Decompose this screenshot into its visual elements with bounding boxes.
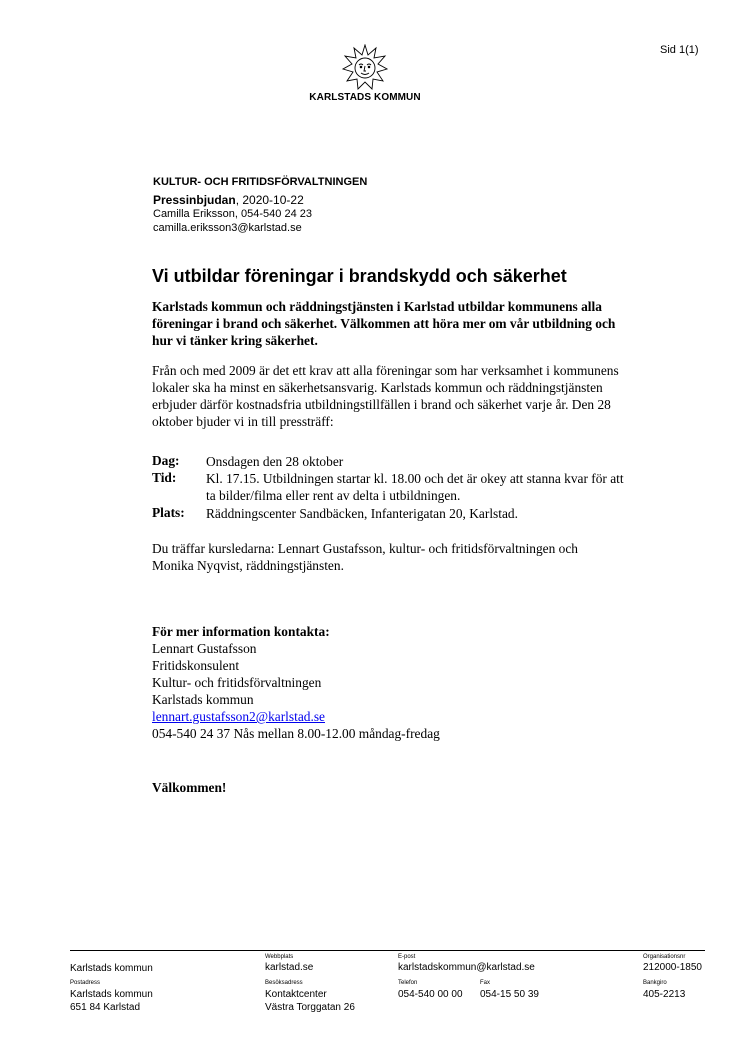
info-phone: 054-540 24 37 Nås mellan 8.00-12.00 måndag-fredag xyxy=(152,726,440,741)
page-number: Sid 1(1) xyxy=(660,44,699,56)
headline: Vi utbildar föreningar i brandskydd och säkerhet xyxy=(152,266,567,286)
sender-contact: Camilla Eriksson, 054-540 24 23 xyxy=(153,208,312,220)
schedule-value-place: Räddningscenter Sandbäcken, Infanterigatan 20, Karlstad. xyxy=(206,506,518,521)
footer-name: Karlstads kommun xyxy=(70,963,153,974)
schedule-label-day: Dag: xyxy=(152,453,180,468)
schedule-value-day: Onsdagen den 28 oktober xyxy=(206,454,344,469)
doc-date: , 2020-10-22 xyxy=(235,193,304,207)
footer-orgnr-label: Organisationsnr xyxy=(643,954,686,960)
footer-phone-label: Telefon xyxy=(398,980,418,986)
footer-fax-label: Fax xyxy=(480,980,491,986)
footer-web: karlstad.se xyxy=(265,962,314,973)
lead-paragraph: Karlstads kommun och räddningstjänsten i Karlstad utbildar kommunens alla föreningar i brand och säkerhet. Välkommen att höra mer om vår utbildning och hur vi tänker kring säkerhet. xyxy=(152,299,616,348)
schedule-label-place: Plats: xyxy=(152,505,185,520)
org-name: KARLSTADS KOMMUN xyxy=(309,92,421,103)
info-email-link[interactable]: lennart.gustafsson2@karlstad.se xyxy=(152,709,325,724)
footer-post-label: Postadress xyxy=(70,980,101,986)
footer-bankgiro-label: Bankgiro xyxy=(643,980,667,986)
footer-fax: 054-15 50 39 xyxy=(480,989,539,1000)
footer-bankgiro: 405-2213 xyxy=(643,989,686,1000)
schedule-label-time: Tid: xyxy=(152,470,177,485)
footer-visit-line1: Kontaktcenter xyxy=(265,989,327,1000)
schedule-value-time: Kl. 17.15. Utbildningen startar kl. 18.00 och det är okey att stanna kvar för att ta bilder/filma eller rent av delta i utbildningen. xyxy=(206,471,624,503)
body-paragraph-2: Du träffar kursledarna: Lennart Gustafsson, kultur- och fritidsförvaltningen och Monika Nyqvist, räddningstjänsten. xyxy=(152,541,578,573)
info-name: Lennart Gustafsson xyxy=(152,641,257,656)
footer-orgnr: 212000-1850 xyxy=(643,962,702,973)
footer-post-line2: 651 84 Karlstad xyxy=(70,1002,141,1013)
doc-type: Pressinbjudan xyxy=(153,193,236,207)
footer-visit-label: Besöksadress xyxy=(265,980,303,986)
body-paragraph-1: Från och med 2009 är det ett krav att alla föreningar som har verksamhet i kommunens lokaler ska ha minst en säkerhetsansvarig. Karlstads kommun och räddningstjänsten erbjuder därför kostnadsfria utbildningstillfällen i brand och säkerhet varje år. Den 28 oktober bjuder vi in till pressträff: xyxy=(152,363,619,429)
footer-email-label: E-post xyxy=(398,954,416,960)
info-title: För mer information kontakta: xyxy=(152,624,330,639)
footer-post-line1: Karlstads kommun xyxy=(70,989,153,1000)
info-org: Karlstads kommun xyxy=(152,692,254,707)
info-department: Kultur- och fritidsförvaltningen xyxy=(152,675,322,690)
sender-email: camilla.eriksson3@karlstad.se xyxy=(153,222,302,234)
footer-divider xyxy=(70,950,705,951)
department-heading: KULTUR- OCH FRITIDSFÖRVALTNINGEN xyxy=(153,176,368,188)
footer-email: karlstadskommun@karlstad.se xyxy=(398,962,535,973)
press-line xyxy=(153,193,304,207)
footer-web-label: Webbplats xyxy=(265,954,294,960)
closing-greeting: Välkommen! xyxy=(152,780,227,795)
footer-visit-line2: Västra Torggatan 26 xyxy=(265,1002,355,1013)
info-role: Fritidskonsulent xyxy=(152,658,240,673)
sun-face-logo-icon xyxy=(342,44,388,90)
footer-phone: 054-540 00 00 xyxy=(398,989,463,1000)
